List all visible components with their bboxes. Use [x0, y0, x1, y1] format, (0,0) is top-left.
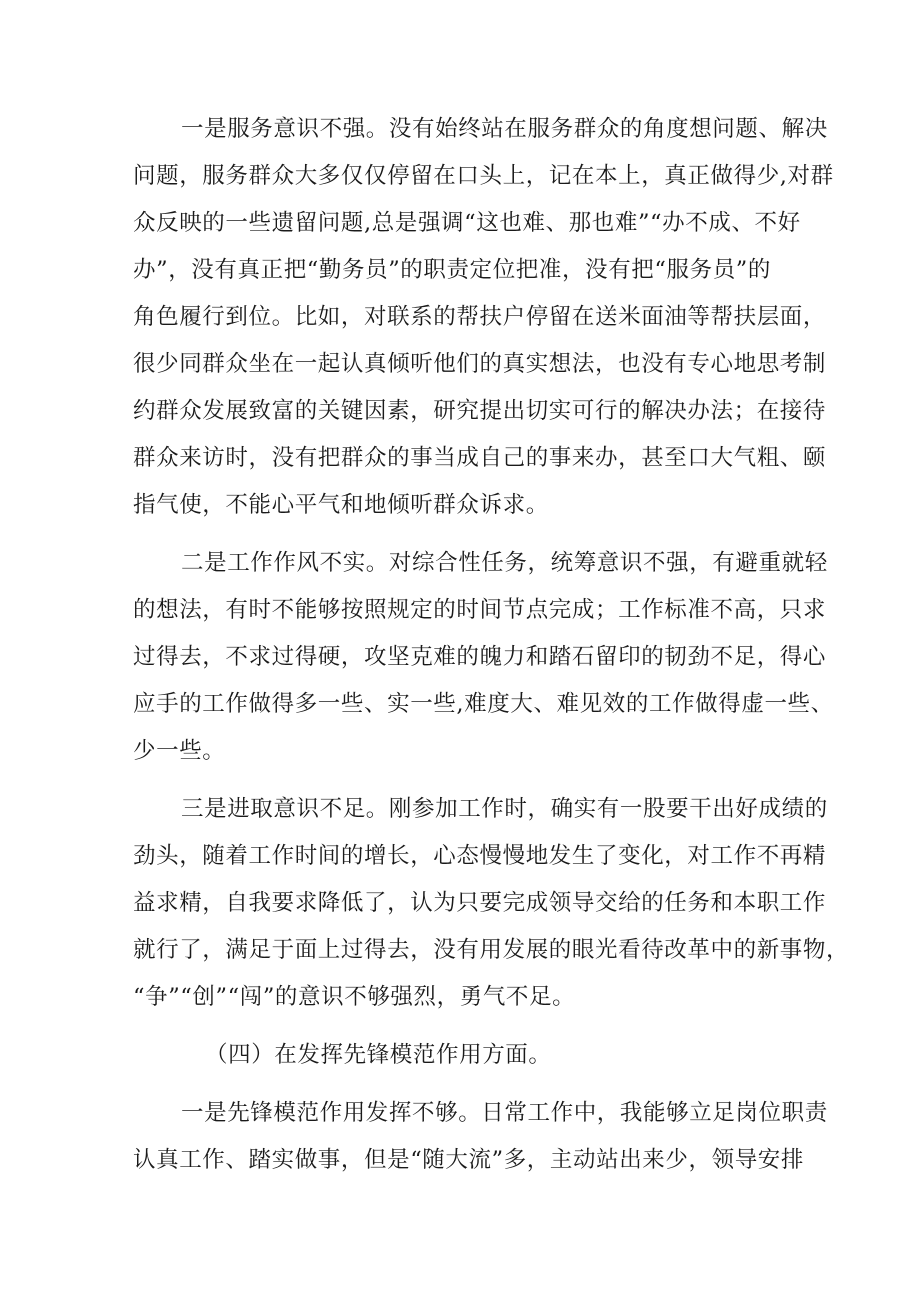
text-line: 群众来访时，没有把群众的事当成自己的事来办，甚至口大气粗、颐 — [133, 445, 827, 471]
paragraph-work-style — [133, 540, 834, 775]
text-line: 少一些。 — [133, 738, 226, 764]
text-line: 认真工作、踏实做事，但是“随大流”多，主动站出来少，领导安排 — [133, 1147, 805, 1173]
paragraph-spacer — [133, 1021, 805, 1032]
text-line: 的想法，有时不能够按照规定的时间节点完成；工作标准不高，只求 — [133, 597, 827, 623]
text-line: 三是进取意识不足。刚参加工作时，确实有一股要干出好成绩的 — [181, 796, 828, 822]
paragraph-spacer — [133, 775, 805, 786]
text-line: 益求精，自我要求降低了，认为只要完成领导交给的任务和本职工作 — [133, 890, 827, 916]
text-line: 角色履行到位。比如，对联系的帮扶户停留在送米面油等帮扶层面， — [133, 304, 827, 330]
paragraph-vanguard-insufficient — [133, 1090, 828, 1184]
section-heading-vanguard-role — [133, 1032, 805, 1079]
text-line: 众反映的一些遗留问题,总是强调“这也难、那也难”“办不成、不好 — [133, 210, 801, 236]
text-line: 劲头，随着工作时间的增长，心态慢慢地发生了变化，对工作不再精 — [133, 843, 827, 869]
text-line: 就行了，满足于面上过得去，没有用发展的眼光看待改革中的新事物， — [133, 937, 850, 963]
section-heading: （四）在发挥先锋模范作用方面。 — [205, 1042, 552, 1068]
paragraph-spacer — [133, 1079, 805, 1090]
text-line: 过得去，不求过得硬，攻坚克难的魄力和踏石留印的韧劲不足，得心 — [133, 644, 827, 670]
text-line: 很少同群众坐在一起认真倾听他们的真实想法，也没有专心地思考制 — [133, 351, 827, 377]
text-line: 应手的工作做得多一些、实一些,难度大、难见效的工作做得虚一些、 — [133, 691, 834, 717]
text-line: 指气使，不能心平气和地倾听群众诉求。 — [133, 492, 549, 518]
paragraph-enterprising-spirit — [133, 786, 850, 1021]
document-body — [133, 106, 850, 1184]
text-line: 一是服务意识不强。没有始终站在服务群众的角度想问题、解决 — [181, 116, 828, 142]
paragraph-service-awareness — [133, 106, 834, 529]
text-line: 二是工作作风不实。对综合性任务，统筹意识不强，有避重就轻 — [181, 550, 828, 576]
paragraph-spacer — [133, 529, 805, 540]
text-line: 约群众发展致富的关键因素，研究提出切实可行的解决办法；在接待 — [133, 398, 827, 424]
text-line: “争”“创”“闯”的意识不够强烈，勇气不足。 — [133, 984, 576, 1010]
text-line: 一是先锋模范作用发挥不够。日常工作中，我能够立足岗位职责 — [181, 1100, 828, 1126]
text-line: 办”，没有真正把“勤务员”的职责定位把准，没有把“服务员”的 — [133, 257, 772, 283]
text-line: 问题，服务群众大多仅仅停留在口头上，记在本上，真正做得少,对群 — [133, 163, 834, 189]
